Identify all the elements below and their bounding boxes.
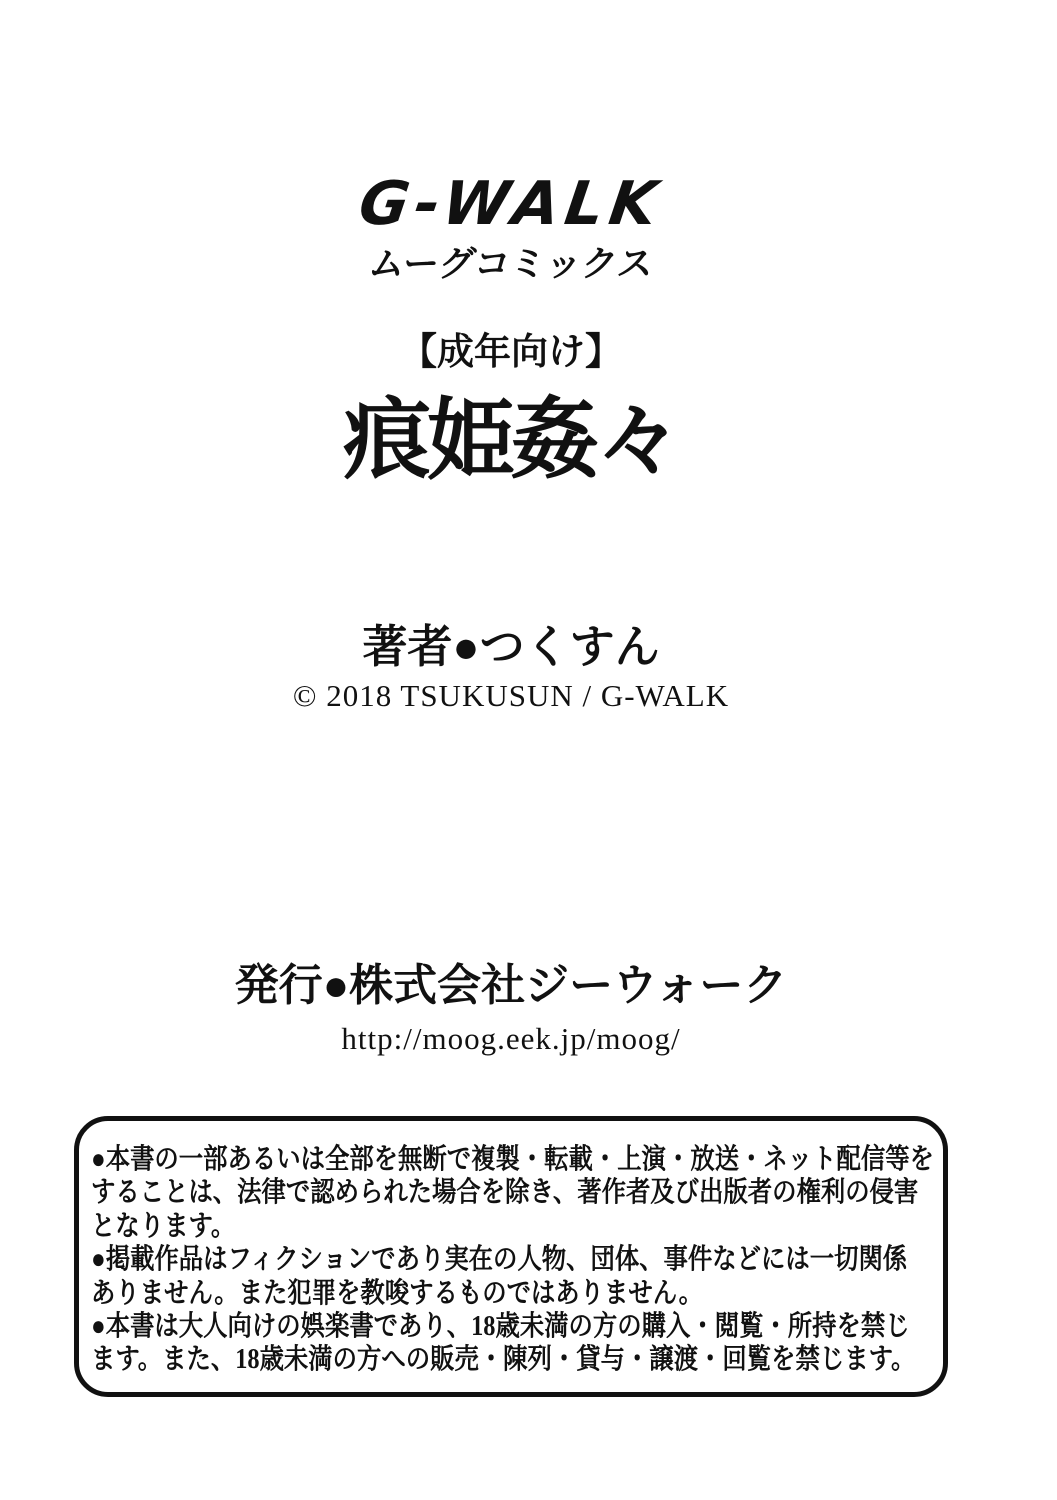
adult-rating-label: 【成年向け】 [400,331,622,372]
notice-line: ます。また、18歳未満の方への販売・陳列・貸与・譲渡・回覧を禁じます。 [91,1344,916,1376]
notice-line: することは、法律で認められた場合を除き、著作者及び出版者の権利の侵害 [91,1177,919,1209]
notice-line: ●掲載作品はフィクションであり実在の人物、団体、事件などには一切関係 [91,1244,908,1276]
legal-notice-box [74,1116,948,1397]
book-title: 痕姫姦々 [342,390,679,489]
publisher-url: http://moog.eek.jp/moog/ [341,1021,681,1056]
publisher-logo: G-WALK [354,169,668,239]
publisher-line: 発行●株式会社ジーウォーク [234,961,788,1010]
imprint-label: ムーグコミックス [366,243,656,284]
notice-line: となります。 [91,1210,236,1242]
notice-line: ありません。また犯罪を教唆するものではありません。 [91,1277,703,1309]
copyright-line: © 2018 TSUKUSUN / G-WALK [292,678,730,713]
author-line: 著者●つくすん [362,621,660,672]
notice-line: ●本書は大人向けの娯楽書であり、18歳未満の方の購入・閲覧・所持を禁じ [91,1311,910,1343]
notice-line: ●本書の一部あるいは全部を無断で複製・転載・上演・放送・ネット配信等を [91,1144,934,1175]
